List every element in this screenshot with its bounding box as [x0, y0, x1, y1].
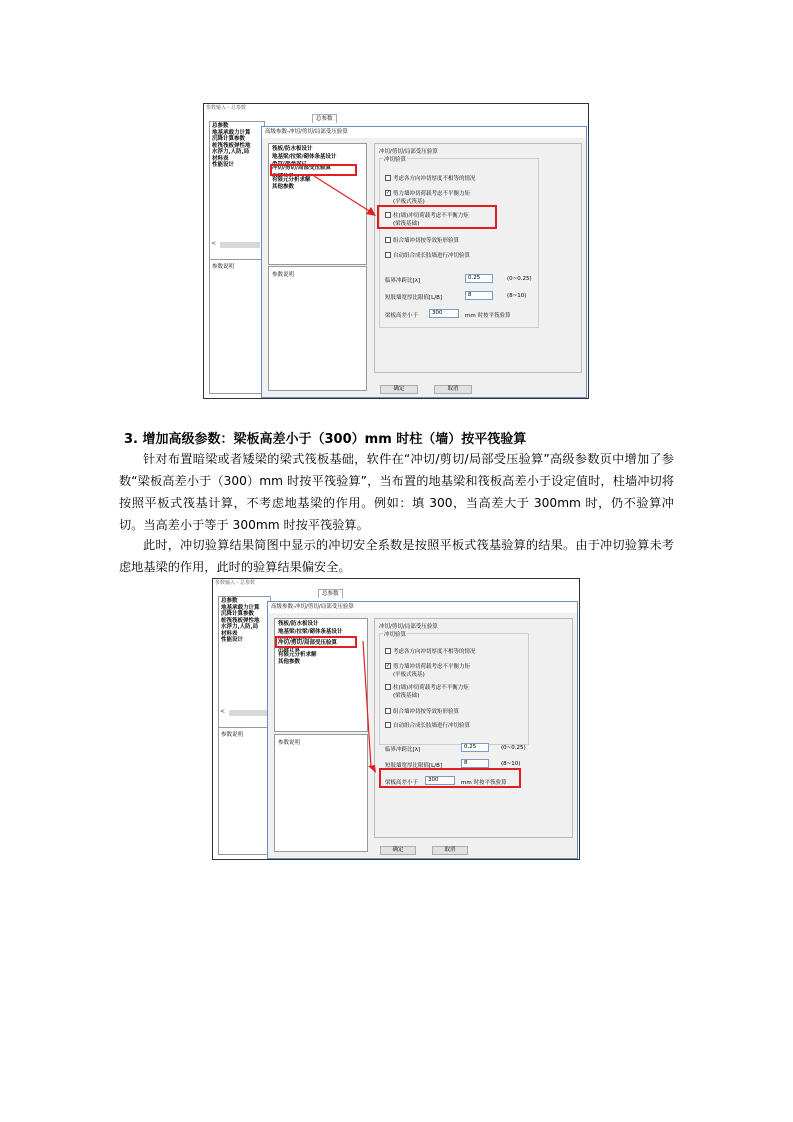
ok-button[interactable]: 确定 [380, 846, 416, 855]
outer-tree-item[interactable]: 地基承载力计算 [221, 604, 260, 611]
outer-tree-item[interactable]: 总参数 [221, 598, 238, 604]
outer-tree-item[interactable]: 桩筏筏板弹性地 [221, 617, 260, 624]
checkbox-label: 考虑各方向冲切厚度不相等的情况 [393, 649, 476, 655]
param-description-label: 参数说明 [272, 272, 295, 278]
checkbox-label: 柱(墙)冲切荷载考虑不平衡力矩 [393, 685, 469, 691]
dialog-title: 高级参数-冲切/剪切/局部受压验算 [262, 127, 586, 138]
checkbox-label: 自动组合成长肢墙进行冲切验算 [393, 253, 471, 259]
outer-tree-item[interactable]: 桩筏筏板弹性地 [212, 142, 251, 149]
tree-item-beam-design[interactable]: 地基梁/拉梁/砌体条基设计 [278, 628, 343, 635]
cancel-button[interactable]: 取消 [434, 385, 472, 394]
paragraph-2: 此时，冲切验算结果简图中显示的冲切安全系数是按照平板式筏基验算的结果。由于冲切验算未考虑地基梁的作用，此时的验算结果偏安全。 [119, 538, 674, 574]
short-wall-ratio-range: (8~10) [501, 761, 521, 767]
checkbox-sublabel: (梁筏基础) [393, 693, 420, 699]
beam-slab-diff-unit: mm 时按平筏验算 [465, 313, 511, 319]
cancel-button[interactable]: 取消 [432, 846, 468, 855]
outer-tree-item[interactable]: 性能设计 [221, 637, 244, 643]
param-description-label: 参数说明 [278, 740, 301, 746]
critical-ratio-label: 临界冲跨比[λ] [385, 278, 421, 284]
screenshot-1 [203, 103, 589, 399]
tree-item-cap-design[interactable]: 承台/地基设计 [272, 161, 308, 165]
beam-slab-diff-label: 梁板高差小于 [385, 780, 419, 786]
tree-item-fem[interactable]: 有限元分析求解 [272, 176, 311, 183]
outer-tree-item[interactable]: 材料表 [212, 155, 229, 162]
panel-title: 冲切/剪切/局部受压验算 [379, 624, 438, 630]
panel-title: 冲切/剪切/局部受压验算 [379, 149, 438, 155]
tree-item-cap-design[interactable]: 承台/地基设计 [278, 636, 314, 640]
tree-item-fem[interactable]: 有限元分析求解 [278, 651, 317, 658]
critical-ratio-range: (0~0.25) [501, 745, 526, 751]
arrow-head [366, 207, 376, 216]
checkbox-label: 自动组合成长肢墙进行冲切验算 [393, 723, 471, 729]
beam-slab-diff-input[interactable]: 300 [425, 776, 455, 785]
beam-slab-diff-input[interactable]: 300 [429, 309, 459, 318]
screenshot-2 [212, 578, 580, 860]
outer-tab-total-params[interactable]: 总参数 [318, 589, 343, 598]
outer-tree-item[interactable]: 沉降计算参数 [221, 611, 255, 617]
outer-desc-label: 参数说明 [212, 264, 235, 270]
checkbox-label: 考虑各方向冲切厚度不相等的情况 [393, 176, 476, 182]
tree-item-other[interactable]: 其他参数 [278, 659, 301, 665]
critical-ratio-input[interactable]: 0.25 [465, 274, 493, 283]
scroll-left-icon[interactable]: < [220, 708, 226, 715]
tree-item-other[interactable]: 其他参数 [272, 184, 295, 190]
group-title: 冲切验算 [384, 157, 407, 163]
dialog-title: 高级参数-冲切/剪切/局部受压验算 [268, 602, 577, 613]
red-arrow [204, 104, 588, 398]
outer-tree-item[interactable]: 总参数 [212, 123, 229, 129]
red-arrow [213, 579, 579, 859]
checkbox-sublabel: (平板式筏基) [393, 199, 425, 205]
tree-item-punching-check[interactable]: 冲切/剪切/局部受压验算 [272, 165, 332, 171]
outer-tree-item[interactable]: 材料表 [221, 630, 238, 637]
arrow-line [314, 176, 374, 214]
outer-tree-item[interactable]: 地基承载力计算 [212, 129, 251, 136]
checkbox-checked-icon[interactable]: ✓ [386, 662, 391, 669]
checkbox-label: 剪力墙冲切荷载考虑不平衡力矩 [393, 664, 471, 670]
tree-item-settlement[interactable]: 沉降计算 [278, 647, 301, 652]
critical-ratio-label: 临界冲跨比[λ] [385, 747, 421, 753]
paragraph-1: 针对布置暗梁或者矮梁的梁式筏板基础，软件在“冲切/剪切/局部受压验算”高级参数页中增加了参数“梁板高差小于（300）mm 时按平筏验算”，当布置的地基梁和筏板高差小于设定值时，柱墙冲切将按照平板式筏基计算，不考虑地基梁的作用。例如：填 300，当高差大于 300mm 时，仍不验算冲切。当高差小于等于 300mm 时按平筏验算。 [119, 452, 674, 532]
beam-slab-diff-label: 梁板高差小于 [385, 313, 419, 319]
arrow-head [368, 765, 376, 773]
outer-desc-label: 参数说明 [221, 732, 244, 738]
outer-tree-item[interactable]: 沉降计算参数 [212, 136, 246, 142]
checkbox-sublabel: (梁筏基础) [393, 221, 420, 227]
tree-item-settlement[interactable]: 沉降计算 [272, 172, 295, 177]
short-wall-ratio-input[interactable]: 8 [465, 291, 493, 300]
outer-window-title: 参数输入 - 总参数 [215, 580, 255, 586]
outer-tree-item[interactable]: 水浮力,人防,局 [212, 149, 250, 155]
ok-button[interactable]: 确定 [380, 385, 418, 394]
tree-item-punching-check[interactable]: 冲切/剪切/局部受压验算 [278, 640, 338, 646]
critical-ratio-input[interactable]: 0.25 [461, 743, 489, 752]
checkbox-label: 组合墙冲切按等效矩形验算 [393, 238, 460, 244]
scroll-left-icon[interactable]: < [211, 240, 217, 247]
outer-window-title: 参数输入 - 总参数 [206, 105, 246, 111]
critical-ratio-range: (0~0.25) [507, 276, 532, 282]
short-wall-ratio-range: (8~10) [507, 293, 527, 299]
checkbox-sublabel: (平板式筏基) [393, 672, 425, 678]
section-heading: 3. 增加高级参数：梁板高差小于（300）mm 时柱（墙）按平筏验算 [124, 432, 527, 447]
checkbox-label: 柱(墙)冲切荷载考虑不平衡力矩 [393, 213, 469, 219]
checkbox-checked-icon[interactable]: ✓ [386, 189, 391, 196]
short-wall-ratio-input[interactable]: 8 [461, 759, 489, 768]
outer-tree-item[interactable]: 性能设计 [212, 162, 235, 168]
arrow-line [363, 641, 371, 767]
checkbox-label: 剪力墙冲切荷载考虑不平衡力矩 [393, 191, 471, 197]
outer-tab-total-params[interactable]: 总参数 [312, 114, 337, 123]
outer-tree-item[interactable]: 水浮力,人防,局 [221, 624, 259, 630]
group-title: 冲切验算 [384, 632, 407, 638]
checkbox-label: 组合墙冲切按等效矩形验算 [393, 709, 460, 715]
tree-item-beam-design[interactable]: 地基梁/拉梁/砌体条基设计 [272, 153, 337, 160]
tree-item-raft-design[interactable]: 筏板/防水板设计 [278, 621, 319, 627]
beam-slab-diff-unit: mm 时按平筏验算 [461, 780, 507, 786]
short-wall-ratio-label: 短肢墙宽厚比限值[L/B] [385, 763, 442, 769]
short-wall-ratio-label: 短肢墙宽厚比限值[L/B] [385, 295, 442, 301]
tree-item-raft-design[interactable]: 筏板/防水板设计 [272, 146, 313, 152]
